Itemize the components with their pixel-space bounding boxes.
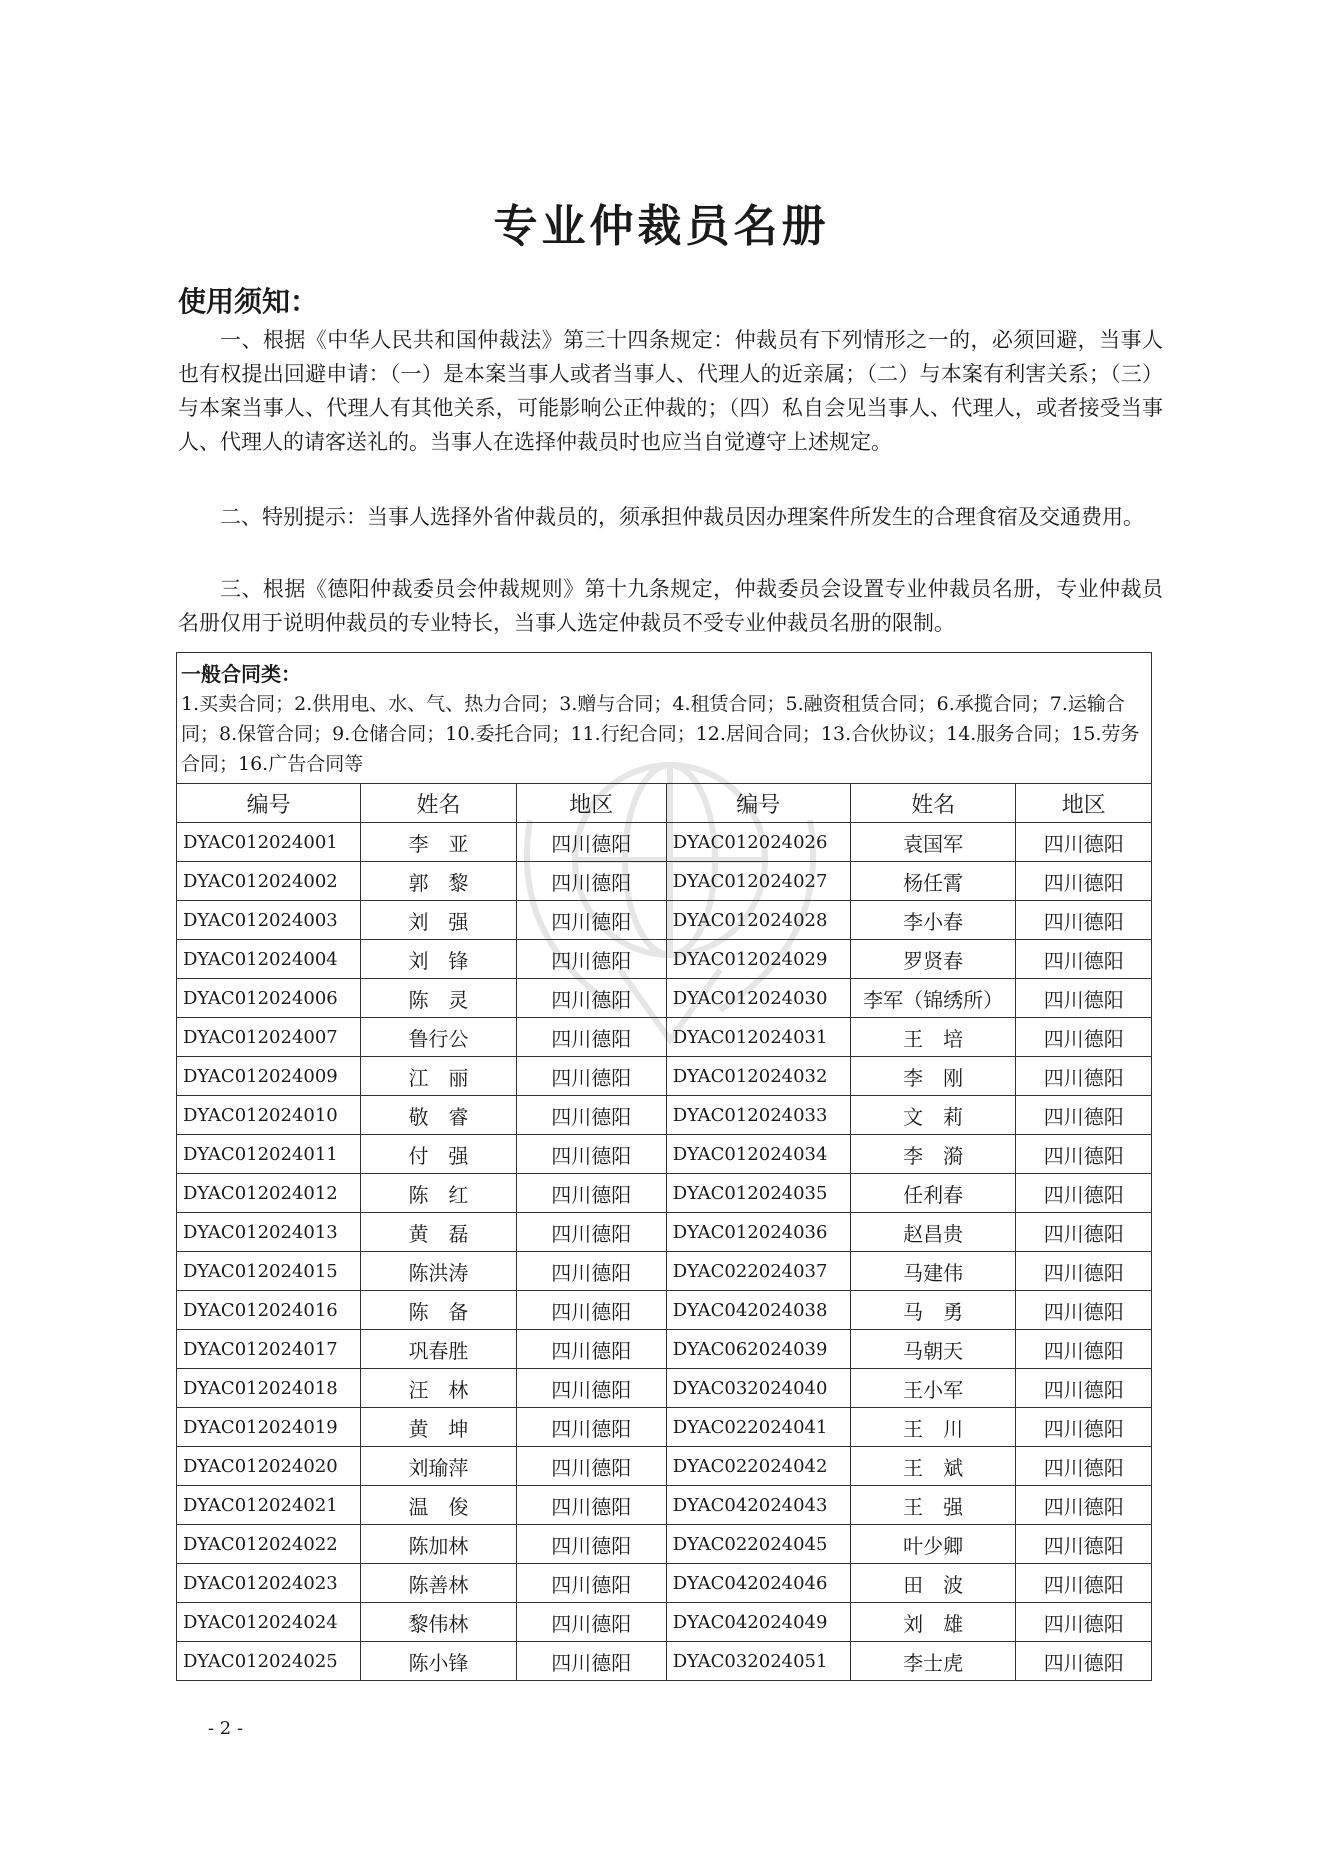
table-row [177, 1096, 1152, 1135]
cell-code: DYAC012024007 [177, 1018, 361, 1057]
cell-name: 王 斌 [850, 1447, 1016, 1486]
cell-region: 四川德阳 [1016, 1447, 1152, 1486]
cell-region: 四川德阳 [516, 1018, 666, 1057]
cell-region: 四川德阳 [1016, 1252, 1152, 1291]
cell-region: 四川德阳 [516, 1369, 666, 1408]
cell-region: 四川德阳 [1016, 823, 1152, 862]
cell-code: DYAC012024017 [177, 1330, 361, 1369]
cell-code: DYAC022024041 [666, 1408, 850, 1447]
cell-code: DYAC012024019 [177, 1408, 361, 1447]
table-row [177, 1525, 1152, 1564]
table-row [177, 979, 1152, 1018]
header-region: 地区 [516, 784, 666, 823]
table-row [177, 1213, 1152, 1252]
header-code: 编号 [177, 784, 361, 823]
cell-region: 四川德阳 [1016, 1096, 1152, 1135]
cell-name: 马朝天 [850, 1330, 1016, 1369]
cell-code: DYAC012024023 [177, 1564, 361, 1603]
cell-region: 四川德阳 [516, 1135, 666, 1174]
cell-name: 陈 灵 [361, 979, 517, 1018]
cell-name: 巩春胜 [361, 1330, 517, 1369]
cell-code: DYAC012024022 [177, 1525, 361, 1564]
cell-name: 王 培 [850, 1018, 1016, 1057]
cell-code: DYAC012024029 [666, 940, 850, 979]
header-name: 姓名 [850, 784, 1016, 823]
cell-name: 杨任霄 [850, 862, 1016, 901]
cell-code: DYAC012024018 [177, 1369, 361, 1408]
category-title: 一般合同类： [181, 662, 301, 686]
cell-region: 四川德阳 [1016, 1408, 1152, 1447]
cell-region: 四川德阳 [516, 1057, 666, 1096]
cell-name: 陈 备 [361, 1291, 517, 1330]
cell-name: 李 亚 [361, 823, 517, 862]
cell-name: 赵昌贵 [850, 1213, 1016, 1252]
cell-name: 刘 强 [361, 901, 517, 940]
cell-name: 黎伟林 [361, 1603, 517, 1642]
page-title: 专业仲裁员名册 [493, 201, 830, 252]
cell-code: DYAC012024025 [177, 1642, 361, 1681]
cell-region: 四川德阳 [1016, 862, 1152, 901]
notice-paragraph-2: 二、特别提示：当事人选择外省仲裁员的，须承担仲裁员因办理案件所发生的合理食宿及交通费用。 [220, 505, 1144, 529]
category-description: 1.买卖合同；2.供用电、水、气、热力合同；3.赠与合同；4.租赁合同；5.融资租赁合同；6.承揽合同；7.运输合同；8.保管合同；9.仓储合同；10.委托合同；11.行纪合同；12.居间合同；13.合伙协议；14.服务合同；15.劳务合同；16.广告合同等 [181, 693, 1140, 775]
cell-region: 四川德阳 [516, 901, 666, 940]
cell-code: DYAC042024049 [666, 1603, 850, 1642]
cell-name: 马 勇 [850, 1291, 1016, 1330]
cell-code: DYAC012024009 [177, 1057, 361, 1096]
cell-region: 四川德阳 [516, 1603, 666, 1642]
cell-code: DYAC012024002 [177, 862, 361, 901]
cell-name: 田 波 [850, 1564, 1016, 1603]
notice-paragraph-1: 一、根据《中华人民共和国仲裁法》第三十四条规定：仲裁员有下列情形之一的，必须回避，当事人也有权提出回避申请：（一）是本案当事人或者当事人、代理人的近亲属；（二）与本案有利害关系；（三）与本案当事人、代理人有其他关系，可能影响公正仲裁的；（四）私自会见当事人、代理人，或者接受当事人、代理人的请客送礼的。当事人在选择仲裁员时也应当自觉遵守上述规定。 [178, 328, 1163, 454]
table-header-row [177, 784, 1152, 823]
cell-region: 四川德阳 [1016, 979, 1152, 1018]
header-region: 地区 [1016, 784, 1152, 823]
cell-code: DYAC012024003 [177, 901, 361, 940]
cell-code: DYAC012024021 [177, 1486, 361, 1525]
cell-name: 汪 林 [361, 1369, 517, 1408]
cell-code: DYAC012024035 [666, 1174, 850, 1213]
cell-code: DYAC012024016 [177, 1291, 361, 1330]
cell-region: 四川德阳 [516, 862, 666, 901]
cell-name: 文 莉 [850, 1096, 1016, 1135]
cell-region: 四川德阳 [516, 1330, 666, 1369]
cell-name: 敬 睿 [361, 1096, 517, 1135]
cell-region: 四川德阳 [1016, 1291, 1152, 1330]
header-code: 编号 [666, 784, 850, 823]
cell-name: 付 强 [361, 1135, 517, 1174]
table-row [177, 1174, 1152, 1213]
cell-code: DYAC022024037 [666, 1252, 850, 1291]
cell-name: 刘瑜萍 [361, 1447, 517, 1486]
cell-code: DYAC012024013 [177, 1213, 361, 1252]
cell-code: DYAC032024051 [666, 1642, 850, 1681]
cell-region: 四川德阳 [516, 1486, 666, 1525]
cell-code: DYAC012024012 [177, 1174, 361, 1213]
table-row [177, 862, 1152, 901]
cell-code: DYAC012024031 [666, 1018, 850, 1057]
cell-name: 温 俊 [361, 1486, 517, 1525]
cell-code: DYAC012024032 [666, 1057, 850, 1096]
notice-heading: 使用须知： [178, 285, 319, 318]
cell-name: 陈 红 [361, 1174, 517, 1213]
cell-code: DYAC042024043 [666, 1486, 850, 1525]
table-row [177, 1018, 1152, 1057]
cell-region: 四川德阳 [1016, 940, 1152, 979]
cell-name: 罗贤春 [850, 940, 1016, 979]
cell-name: 袁国军 [850, 823, 1016, 862]
category-cell [177, 653, 1152, 784]
cell-region: 四川德阳 [1016, 1486, 1152, 1525]
cell-name: 郭 黎 [361, 862, 517, 901]
cell-region: 四川德阳 [516, 1213, 666, 1252]
table-row [177, 1486, 1152, 1525]
cell-code: DYAC042024046 [666, 1564, 850, 1603]
table-row [177, 1408, 1152, 1447]
cell-code: DYAC012024001 [177, 823, 361, 862]
table-row [177, 1369, 1152, 1408]
table-row [177, 823, 1152, 862]
cell-region: 四川德阳 [1016, 1642, 1152, 1681]
table-row [177, 1642, 1152, 1681]
cell-region: 四川德阳 [1016, 1174, 1152, 1213]
cell-code: DYAC012024006 [177, 979, 361, 1018]
cell-name: 刘 锋 [361, 940, 517, 979]
cell-name: 陈小锋 [361, 1642, 517, 1681]
cell-region: 四川德阳 [1016, 1330, 1152, 1369]
cell-code: DYAC012024033 [666, 1096, 850, 1135]
cell-name: 李 漪 [850, 1135, 1016, 1174]
cell-name: 刘 雄 [850, 1603, 1016, 1642]
cell-code: DYAC012024015 [177, 1252, 361, 1291]
notice-paragraph-3: 三、根据《德阳仲裁委员会仲裁规则》第十九条规定，仲裁委员会设置专业仲裁员名册，专业仲裁员名册仅用于说明仲裁员的专业特长，当事人选定仲裁员不受专业仲裁员名册的限制。 [178, 577, 1163, 635]
cell-region: 四川德阳 [1016, 1018, 1152, 1057]
cell-region: 四川德阳 [1016, 1135, 1152, 1174]
cell-name: 李小春 [850, 901, 1016, 940]
cell-code: DYAC012024004 [177, 940, 361, 979]
cell-name: 李 刚 [850, 1057, 1016, 1096]
cell-region: 四川德阳 [1016, 901, 1152, 940]
cell-code: DYAC012024027 [666, 862, 850, 901]
cell-region: 四川德阳 [516, 1252, 666, 1291]
cell-region: 四川德阳 [1016, 1525, 1152, 1564]
cell-name: 王小军 [850, 1369, 1016, 1408]
table-row [177, 1057, 1152, 1096]
cell-region: 四川德阳 [1016, 1603, 1152, 1642]
cell-name: 李士虎 [850, 1642, 1016, 1681]
cell-name: 黄 磊 [361, 1213, 517, 1252]
cell-name: 陈善林 [361, 1564, 517, 1603]
cell-name: 马建伟 [850, 1252, 1016, 1291]
cell-region: 四川德阳 [516, 1291, 666, 1330]
cell-name: 李军（锦绣所） [850, 979, 1016, 1018]
cell-code: DYAC062024039 [666, 1330, 850, 1369]
cell-region: 四川德阳 [516, 823, 666, 862]
cell-code: DYAC012024036 [666, 1213, 850, 1252]
table-row [177, 1447, 1152, 1486]
table-row [177, 1291, 1152, 1330]
cell-name: 鲁行公 [361, 1018, 517, 1057]
cell-region: 四川德阳 [516, 1564, 666, 1603]
cell-name: 江 丽 [361, 1057, 517, 1096]
cell-code: DYAC012024020 [177, 1447, 361, 1486]
table-row [177, 901, 1152, 940]
page-number: - 2 - [208, 1718, 244, 1739]
table-row [177, 1603, 1152, 1642]
cell-region: 四川德阳 [516, 1096, 666, 1135]
cell-code: DYAC042024038 [666, 1291, 850, 1330]
cell-code: DYAC012024028 [666, 901, 850, 940]
cell-region: 四川德阳 [1016, 1057, 1152, 1096]
cell-code: DYAC012024010 [177, 1096, 361, 1135]
cell-code: DYAC022024045 [666, 1525, 850, 1564]
cell-code: DYAC032024040 [666, 1369, 850, 1408]
cell-region: 四川德阳 [516, 1447, 666, 1486]
cell-region: 四川德阳 [516, 1525, 666, 1564]
cell-name: 陈洪涛 [361, 1252, 517, 1291]
cell-region: 四川德阳 [516, 1174, 666, 1213]
cell-name: 黄 坤 [361, 1408, 517, 1447]
table-row [177, 1135, 1152, 1174]
cell-name: 王 川 [850, 1408, 1016, 1447]
table-row [177, 1330, 1152, 1369]
cell-region: 四川德阳 [1016, 1564, 1152, 1603]
cell-region: 四川德阳 [1016, 1369, 1152, 1408]
cell-code: DYAC012024024 [177, 1603, 361, 1642]
cell-region: 四川德阳 [516, 940, 666, 979]
cell-code: DYAC012024011 [177, 1135, 361, 1174]
header-name: 姓名 [361, 784, 517, 823]
cell-region: 四川德阳 [516, 1642, 666, 1681]
cell-name: 叶少卿 [850, 1525, 1016, 1564]
cell-code: DYAC012024030 [666, 979, 850, 1018]
arbitrator-roster-table [176, 652, 1152, 1681]
category-row [177, 653, 1152, 784]
cell-name: 王 强 [850, 1486, 1016, 1525]
cell-code: DYAC012024026 [666, 823, 850, 862]
cell-region: 四川德阳 [516, 1408, 666, 1447]
cell-region: 四川德阳 [1016, 1213, 1152, 1252]
cell-name: 陈加林 [361, 1525, 517, 1564]
cell-name: 任利春 [850, 1174, 1016, 1213]
table-row [177, 940, 1152, 979]
cell-code: DYAC022024042 [666, 1447, 850, 1486]
table-row [177, 1252, 1152, 1291]
table-row [177, 1564, 1152, 1603]
cell-region: 四川德阳 [516, 979, 666, 1018]
cell-code: DYAC012024034 [666, 1135, 850, 1174]
